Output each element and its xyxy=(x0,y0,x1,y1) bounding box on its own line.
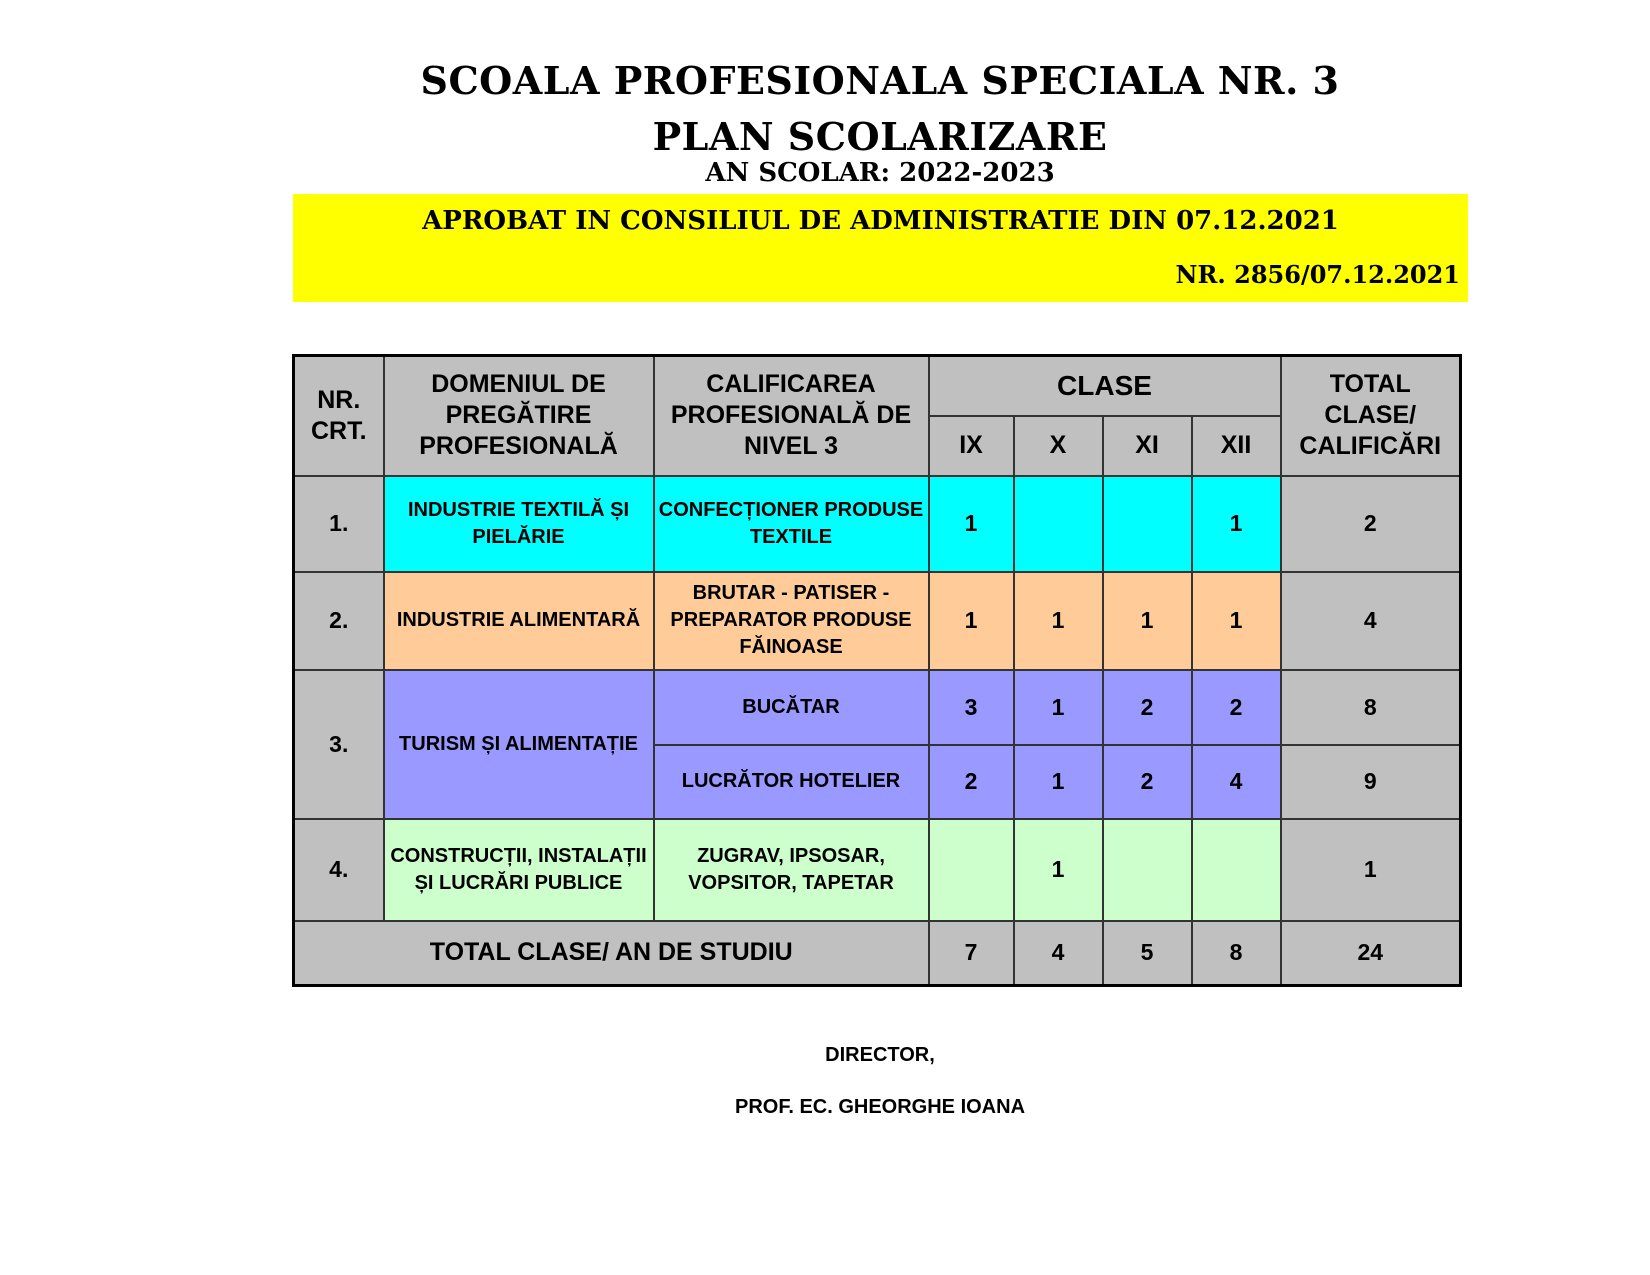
row-x: 1 xyxy=(1014,572,1103,670)
row-nr: 3. xyxy=(294,670,384,819)
row-domain: INDUSTRIE ALIMENTARĂ xyxy=(384,572,654,670)
row-nr: 4. xyxy=(294,819,384,921)
row-qualification: ZUGRAV, IPSOSAR, VOPSITOR, TAPETAR xyxy=(654,819,929,921)
table-row xyxy=(294,819,1461,921)
row-total: 2 xyxy=(1281,476,1461,572)
row-ix: 1 xyxy=(929,476,1014,572)
table-row xyxy=(294,670,1461,745)
row-total: 1 xyxy=(1281,819,1461,921)
plan-title: PLAN SCOLARIZARE xyxy=(652,114,1108,159)
row-qualification: CONFECȚIONER PRODUSE TEXTILE xyxy=(654,476,929,572)
totals-grand: 24 xyxy=(1281,921,1461,986)
row-x: 1 xyxy=(1014,670,1103,745)
totals-x: 4 xyxy=(1014,921,1103,986)
row-x: 1 xyxy=(1014,819,1103,921)
row-x: 1 xyxy=(1014,745,1103,819)
row-xi: 2 xyxy=(1103,745,1192,819)
director-name: PROF. EC. GHEORGHE IOANA xyxy=(734,1096,1026,1118)
row-domain: INDUSTRIE TEXTILĂ ȘI PIELĂRIE xyxy=(384,476,654,572)
totals-xii: 8 xyxy=(1192,921,1281,986)
row-xi: 1 xyxy=(1103,572,1192,670)
table-row xyxy=(294,572,1461,670)
row-qualification: LUCRĂTOR HOTELIER xyxy=(654,745,929,819)
row-ix xyxy=(929,819,1014,921)
row-x xyxy=(1014,476,1103,572)
row-total: 8 xyxy=(1281,670,1461,745)
row-xi: 2 xyxy=(1103,670,1192,745)
header-qualification: CALIFICAREA PROFESIONALĂ DE NIVEL 3 xyxy=(654,356,929,476)
header-domain: DOMENIUL DE PREGĂTIRE PROFESIONALĂ xyxy=(384,356,654,476)
school-year: AN SCOLAR: 2022-2023 xyxy=(705,158,1055,188)
row-qualification: BRUTAR - PATISER - PREPARATOR PRODUSE FĂINOASE xyxy=(654,572,929,670)
row-xii: 2 xyxy=(1192,670,1281,745)
approval-box xyxy=(293,194,1468,302)
row-domain: TURISM ȘI ALIMENTAȚIE xyxy=(384,670,654,819)
row-xii: 1 xyxy=(1192,476,1281,572)
header-classes: CLASE xyxy=(929,356,1281,416)
totals-label: TOTAL CLASE/ AN DE STUDIU xyxy=(294,921,929,986)
row-ix: 1 xyxy=(929,572,1014,670)
header-xi: XI xyxy=(1103,416,1192,476)
row-domain: CONSTRUCȚII, INSTALAȚII ȘI LUCRĂRI PUBLICE xyxy=(384,819,654,921)
row-total: 4 xyxy=(1281,572,1461,670)
header-nr-crt: NR. CRT. xyxy=(294,356,384,476)
row-xi xyxy=(1103,476,1192,572)
row-xii: 4 xyxy=(1192,745,1281,819)
table-row xyxy=(294,476,1461,572)
header-x: X xyxy=(1014,416,1103,476)
totals-row xyxy=(294,921,1461,986)
row-qualification: BUCĂTAR xyxy=(654,670,929,745)
header-total: TOTAL CLASE/ CALIFICĂRI xyxy=(1281,356,1461,476)
row-nr: 1. xyxy=(294,476,384,572)
school-name: SCOALA PROFESIONALA SPECIALA NR. 3 xyxy=(420,58,1340,103)
row-xii: 1 xyxy=(1192,572,1281,670)
approval-number: NR. 2856/07.12.2021 xyxy=(1175,260,1460,289)
schooling-plan-table xyxy=(292,354,1462,987)
row-xi xyxy=(1103,819,1192,921)
header-xii: XII xyxy=(1192,416,1281,476)
totals-ix: 7 xyxy=(929,921,1014,986)
header-ix: IX xyxy=(929,416,1014,476)
approval-text: APROBAT IN CONSILIUL DE ADMINISTRATIE DIN 07.12.2021 xyxy=(422,206,1339,236)
row-xii xyxy=(1192,819,1281,921)
row-total: 9 xyxy=(1281,745,1461,819)
row-nr: 2. xyxy=(294,572,384,670)
row-ix: 2 xyxy=(929,745,1014,819)
row-ix: 3 xyxy=(929,670,1014,745)
totals-xi: 5 xyxy=(1103,921,1192,986)
director-title: DIRECTOR, xyxy=(825,1044,935,1066)
